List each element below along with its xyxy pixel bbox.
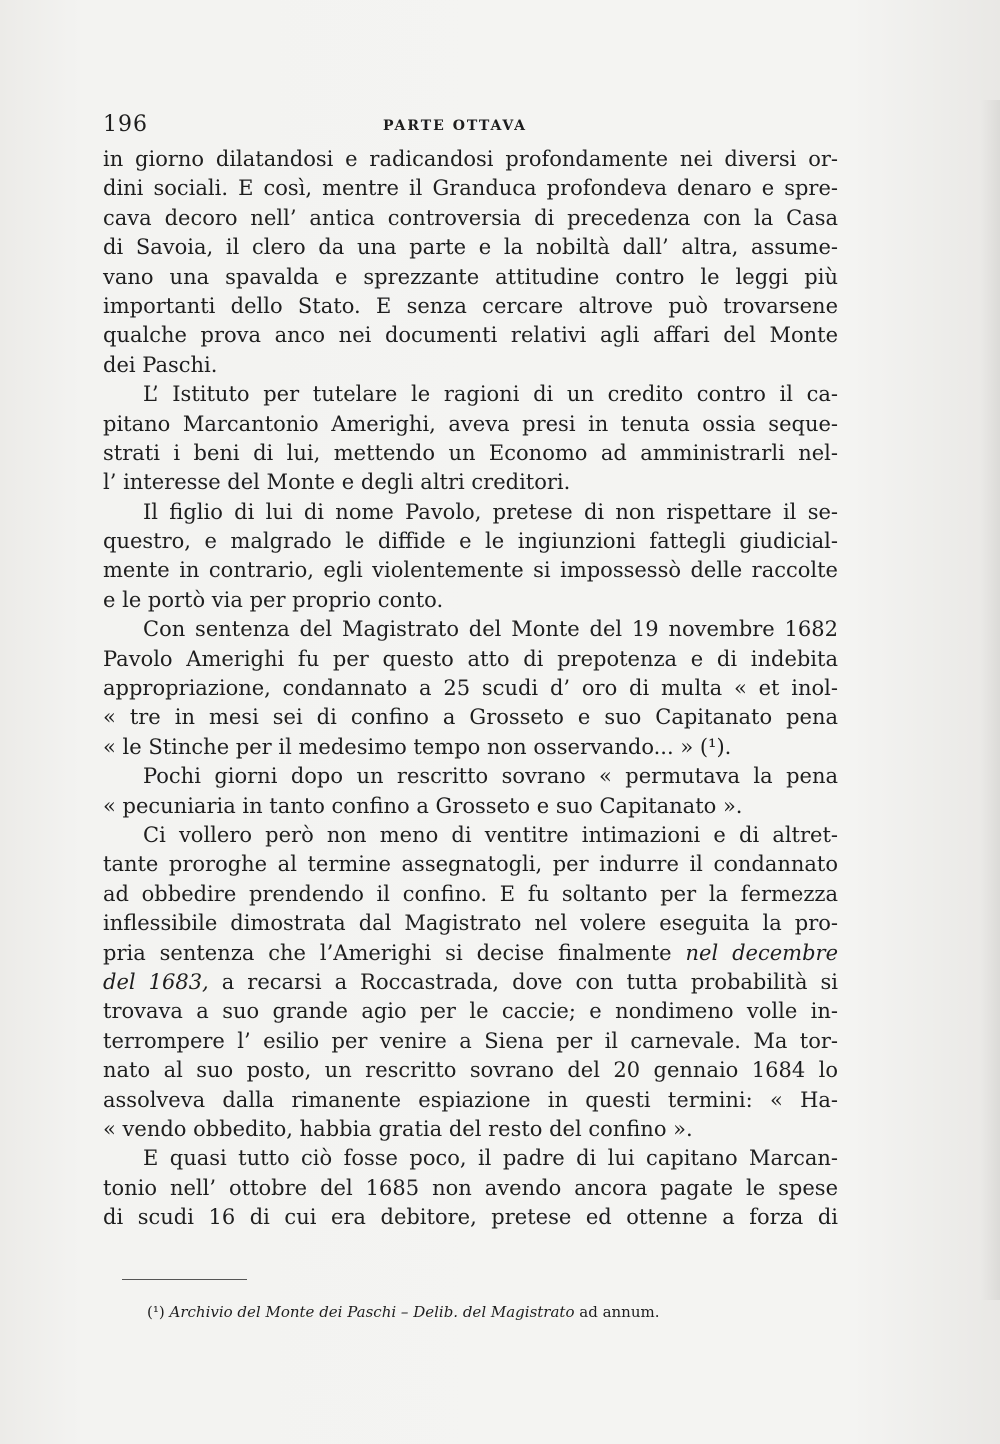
text-line: strati i beni di lui, mettendo un Economo ad amministrarli nel- [103, 440, 838, 465]
text-line: tante proroghe al termine assegnatogli, per indurre il condannato [103, 852, 838, 877]
text-line: dini sociali. E così, mentre il Granduca profondeva denaro e spre- [103, 176, 838, 201]
text-line-with-italic [103, 939, 838, 968]
text-fragment: pria sentenza che l’Amerighi si decise finalmente [103, 940, 672, 965]
text-line: « vendo obbedito, habbia gratia del resto del confino ». [103, 1116, 693, 1141]
text-line: l’ interesse del Monte e degli altri creditori. [103, 470, 571, 495]
footnote-source: Archivio del Monte dei Paschi – Delib. del Magistrato [169, 1303, 575, 1321]
text-line: trovava a suo grande agio per le caccie; e nondimeno volle in- [103, 999, 838, 1024]
footnote [147, 1303, 660, 1321]
text-line: terrompere l’ esilio per venire a Siena per il carnevale. Ma tor- [103, 1028, 838, 1053]
text-line: nato al suo posto, un rescritto sovrano del 20 gennaio 1684 lo [103, 1058, 838, 1083]
text-line: dei Paschi. [103, 352, 218, 377]
text-line: Pavolo Amerighi fu per questo atto di prepotenza e di indebita [103, 646, 838, 671]
text-line: « tre in mesi sei di confino a Grosseto e suo Capitanato pena [103, 705, 838, 730]
text-line: e le portò via per proprio conto. [103, 587, 444, 612]
text-line: cava decoro nell’ antica controversia di precedenza con la Casa [103, 205, 838, 230]
text-line: E quasi tutto ciò fosse poco, il padre di lui capitano Marcan- [143, 1146, 838, 1171]
text-line: Con sentenza del Magistrato del Monte del 19 novembre 1682 [143, 617, 838, 642]
text-line: « pecuniaria in tanto confino a Grosseto e suo Capitanato ». [103, 793, 743, 818]
text-line: di Savoia, il clero da una parte e la nobiltà dall’ altra, assume- [103, 235, 838, 260]
text-line: « le Stinche per il medesimo tempo non osservando... » (¹). [103, 734, 732, 759]
text-line: Ci vollero però non meno di ventitre intimazioni e di altret- [143, 822, 838, 847]
text-line: assolveva dalla rimanente espiazione in questi termini: « Ha- [103, 1087, 838, 1112]
text-fragment: a recarsi a Roccastrada, dove con tutta probabilità si [208, 969, 838, 994]
text-line: questro, e malgrado le diffide e le ingiunzioni fattegli giudicial- [103, 529, 838, 554]
body-text [103, 145, 838, 1232]
text-line: importanti dello Stato. E senza cercare altrove può trovarsene [103, 293, 838, 318]
page-header [103, 112, 838, 142]
text-line: pitano Marcantonio Amerighi, aveva presi in tenuta ossia seque- [103, 411, 838, 436]
footnote-marker: (¹) [147, 1303, 165, 1321]
text-line: ad obbedire prendendo il confino. E fu soltanto per la fermezza [103, 881, 838, 906]
text-line: appropriazione, condannato a 25 scudi d’ oro di multa « et inol- [103, 676, 838, 701]
italic-fragment: nel decembre [685, 940, 838, 965]
text-line: di scudi 16 di cui era debitore, pretese ed ottenne a forza di [103, 1205, 838, 1230]
running-head: PARTE OTTAVA [383, 118, 527, 134]
text-line: qualche prova anco nei documenti relativi agli affari del Monte [103, 323, 838, 348]
text-line: vano una spavalda e sprezzante attitudine contro le leggi più [103, 264, 838, 289]
text-line: in giorno dilatandosi e radicandosi profondamente nei diversi or- [103, 147, 838, 171]
footnote-rule [122, 1279, 247, 1280]
page-edge-shadow [980, 100, 1000, 1300]
italic-fragment: del 1683, [103, 969, 209, 994]
text-line: Il figlio di lui di nome Pavolo, pretese di non rispettare il se- [143, 499, 838, 524]
text-line: tonio nell’ ottobre del 1685 non avendo ancora pagate le spese [103, 1175, 838, 1200]
text-line: inflessibile dimostrata dal Magistrato nel volere eseguita la pro- [103, 911, 838, 936]
page-number: 196 [103, 112, 148, 137]
text-line: L’ Istituto per tutelare le ragioni di un credito contro il ca- [143, 382, 838, 407]
text-line-with-italic [103, 968, 838, 997]
text-line: Pochi giorni dopo un rescritto sovrano « permutava la pena [143, 764, 838, 789]
text-line: mente in contrario, egli violentemente si impossessò delle raccolte [103, 558, 838, 583]
footnote-suffix: ad annum. [579, 1303, 660, 1321]
